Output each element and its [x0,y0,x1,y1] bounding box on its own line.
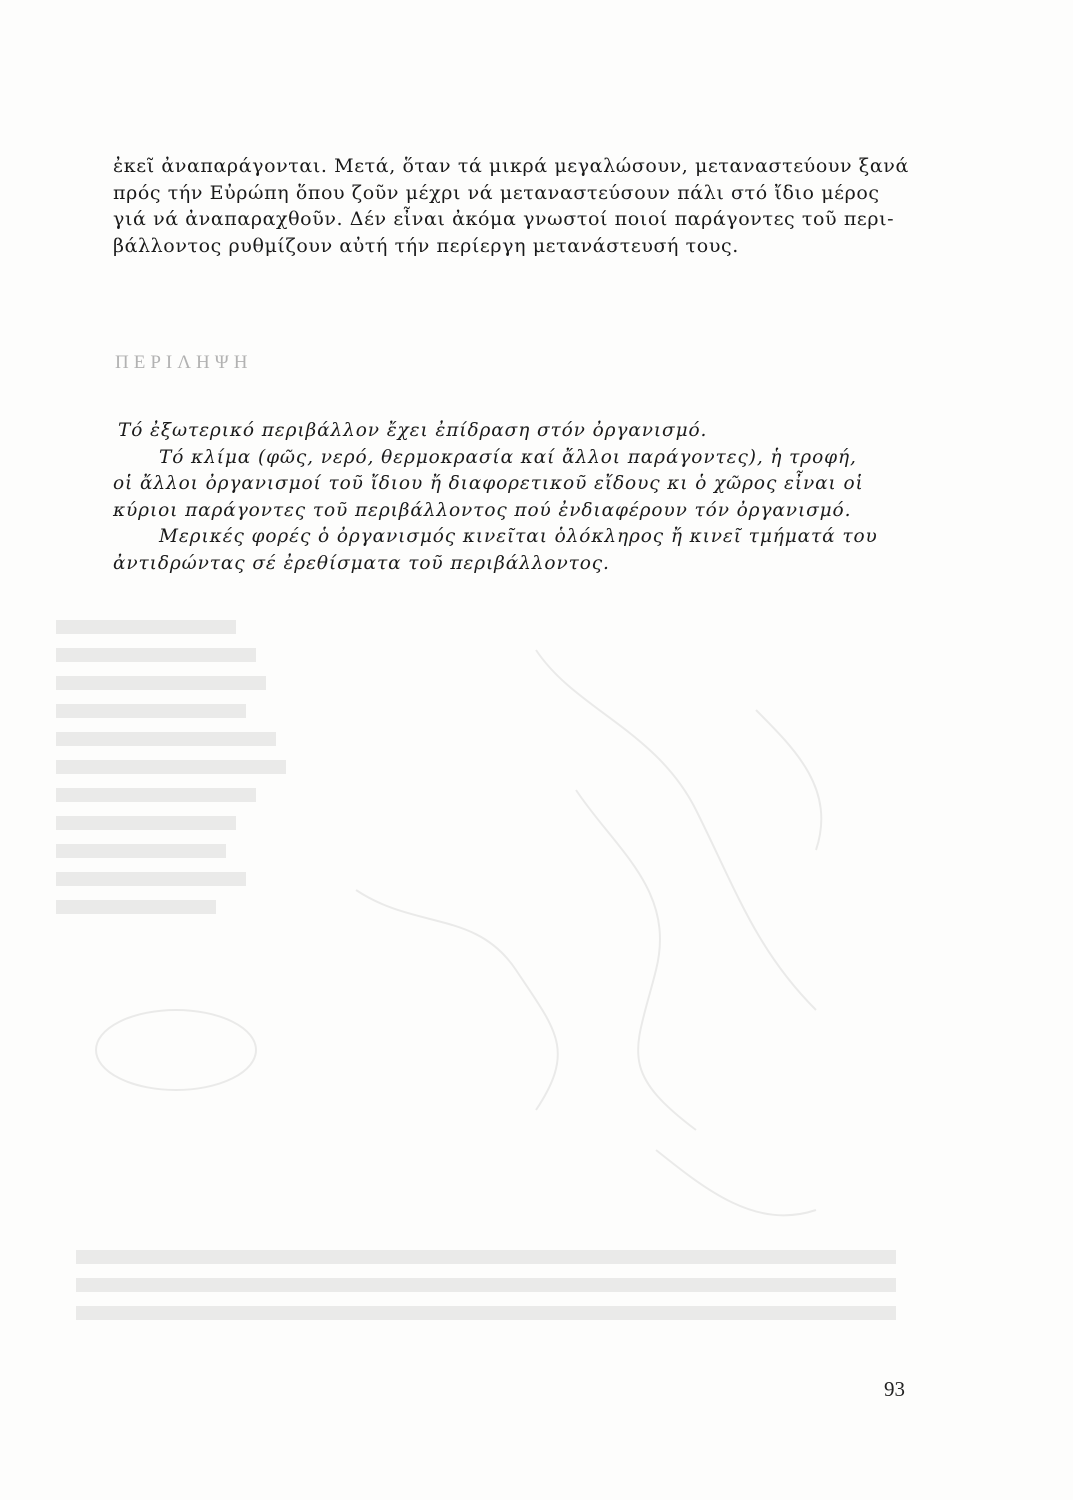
summary-line: κύριοι παράγοντες τοῦ περιβάλλοντος πού ἐνδιαφέρουν τόν ὀργανισμό. [113,499,852,521]
summary-text [113,418,918,578]
intro-line: πρός τήν Εὐρώπη ὅπου ζοῦν μέχρι νά μεταναστεύσουν πάλι στό ἴδιο μέρος [113,181,880,204]
summary-line: οἱ ἄλλοι ὀργανισμοί τοῦ ἴδιου ἤ διαφορετικοῦ εἴδους κι ὁ χῶρος εἶναι οἱ [113,473,864,495]
bleed-through-illustration [56,590,916,1370]
page-number: 93 [884,1377,905,1401]
summary-line: Τό κλίμα (φῶς, νερό, θερμοκρασία καί ἄλλοι παράγοντες), ἡ τροφή, [159,446,857,468]
intro-line: βάλλοντος ρυθμίζουν αὐτή τήν περίεργη μετανάστευσή τους. [113,234,739,257]
summary-line: Μερικές φορές ὁ ὀργανισμός κινεῖται ὁλόκληρος ἤ κινεῖ τμήματά του [159,526,878,548]
intro-line: γιά νά ἀναπαραχθοῦν. Δέν εἶναι ἀκόμα γνωστοί ποιοί παράγοντες τοῦ περι- [113,208,895,230]
summary-heading: ΠΕΡΙΛΗΨΗ [115,352,253,373]
intro-paragraph [113,153,918,259]
summary-line: Τό ἐξωτερικό περιβάλλον ἔχει ἐπίδραση στόν ὀργανισμό. [118,420,708,441]
intro-line: ἐκεῖ ἀναπαράγονται. Μετά, ὅταν τά μικρά μεγαλώσουν, μεταναστεύουν ξανά [113,155,909,177]
summary-line: ἀντιδρώντας σέ ἐρεθίσματα τοῦ περιβάλλοντος. [113,552,610,574]
